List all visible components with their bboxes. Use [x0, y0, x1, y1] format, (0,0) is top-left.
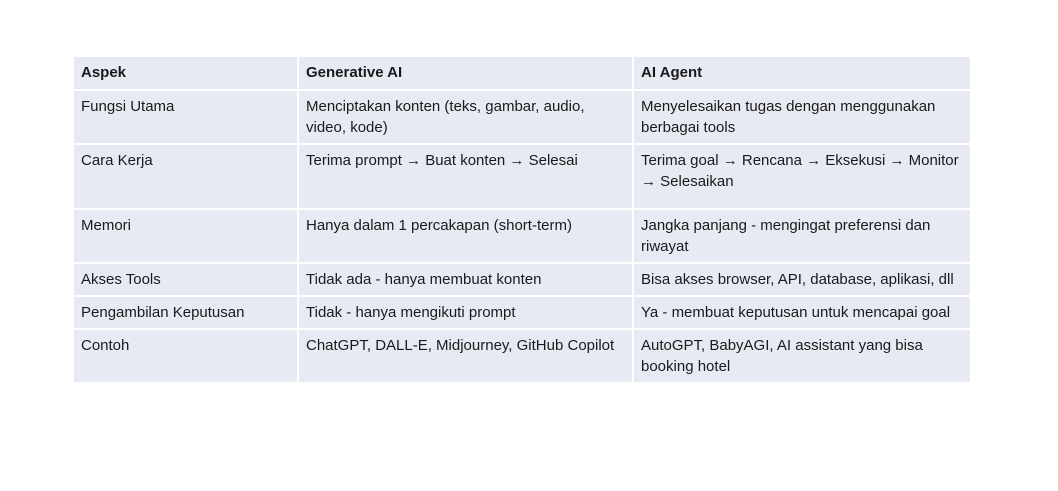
- ai-agent-cell: Terima goal → Rencana → Eksekusi → Monitor → Selesaikan: [633, 144, 970, 209]
- row-label: Memori: [74, 209, 298, 263]
- table-row: [74, 296, 970, 329]
- table-row: [74, 144, 970, 209]
- ai-agent-cell: AutoGPT, BabyAGI, AI assistant yang bisa booking hotel: [633, 329, 970, 382]
- row-label: Contoh: [74, 329, 298, 382]
- row-label: Fungsi Utama: [74, 90, 298, 144]
- header-ai-agent: AI Agent: [633, 57, 970, 90]
- generative-ai-cell: ChatGPT, DALL-E, Midjourney, GitHub Copilot: [298, 329, 633, 382]
- table-row: [74, 329, 970, 382]
- header-aspek: Aspek: [74, 57, 298, 90]
- table-row: [74, 263, 970, 296]
- comparison-table: [74, 57, 970, 382]
- row-label: Pengambilan Keputusan: [74, 296, 298, 329]
- comparison-table-container: [74, 57, 970, 382]
- header-generative-ai: Generative AI: [298, 57, 633, 90]
- ai-agent-cell: Ya - membuat keputusan untuk mencapai goal: [633, 296, 970, 329]
- generative-ai-cell: Menciptakan konten (teks, gambar, audio, video, kode): [298, 90, 633, 144]
- generative-ai-cell: Hanya dalam 1 percakapan (short-term): [298, 209, 633, 263]
- ai-agent-cell: Menyelesaikan tugas dengan menggunakan berbagai tools: [633, 90, 970, 144]
- generative-ai-cell: Terima prompt → Buat konten → Selesai: [298, 144, 633, 209]
- table-header-row: [74, 57, 970, 90]
- ai-agent-cell: Bisa akses browser, API, database, aplikasi, dll: [633, 263, 970, 296]
- table-row: [74, 90, 970, 144]
- ai-agent-cell: Jangka panjang - mengingat preferensi dan riwayat: [633, 209, 970, 263]
- row-label: Akses Tools: [74, 263, 298, 296]
- row-label: Cara Kerja: [74, 144, 298, 209]
- generative-ai-cell: Tidak ada - hanya membuat konten: [298, 263, 633, 296]
- table-row: [74, 209, 970, 263]
- generative-ai-cell: Tidak - hanya mengikuti prompt: [298, 296, 633, 329]
